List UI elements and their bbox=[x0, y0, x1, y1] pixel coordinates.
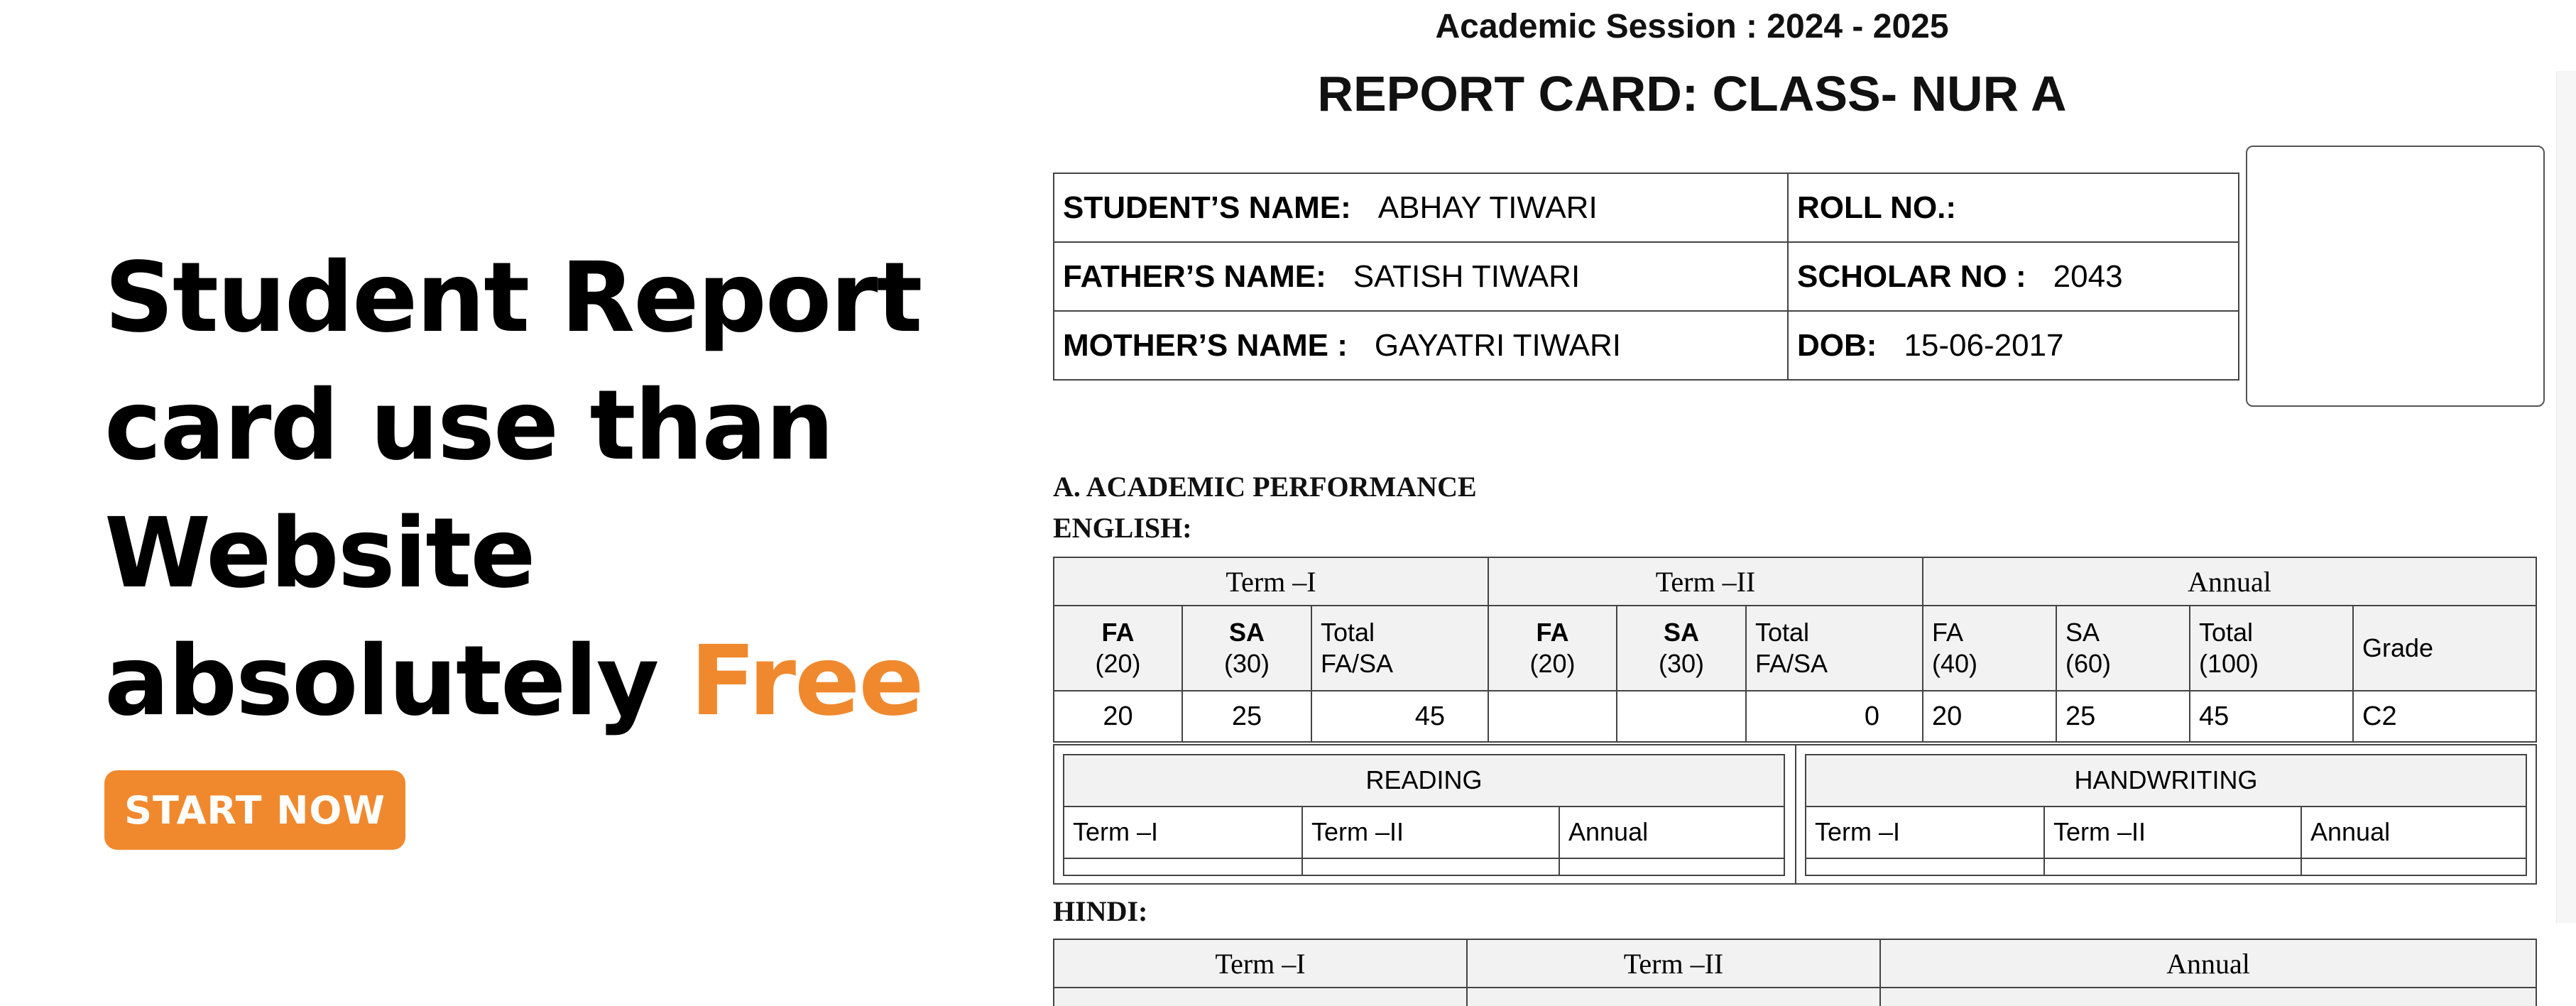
father-name-cell bbox=[1054, 242, 1788, 311]
table-row bbox=[1054, 606, 2536, 691]
table-row bbox=[1054, 311, 2239, 380]
mother-name-value: GAYATRI TIWARI bbox=[1374, 327, 1622, 363]
academic-session: Academic Session : 2024 - 2025 bbox=[1435, 8, 1949, 45]
hero-title-line: Website bbox=[104, 498, 535, 610]
section-academic-performance: A. ACADEMIC PERFORMANCE bbox=[1053, 471, 1477, 503]
roll-no-label: ROLL NO.: bbox=[1797, 190, 1957, 225]
sa30-header: SA (30) bbox=[1182, 606, 1311, 691]
term2-fa-value bbox=[1488, 691, 1617, 742]
total100-header: Total (100) bbox=[2190, 606, 2353, 691]
term1-header: Term –I bbox=[1054, 939, 1467, 988]
student-photo-box bbox=[2246, 146, 2545, 407]
handwriting-annual: Annual bbox=[2301, 807, 2526, 858]
term2-total-value: 0 bbox=[1746, 691, 1923, 742]
annual-header: Annual bbox=[1880, 939, 2536, 988]
scholar-no-value: 2043 bbox=[2053, 258, 2123, 294]
column-divider bbox=[1795, 745, 1796, 883]
english-marks-table bbox=[1053, 557, 2537, 743]
start-now-button[interactable]: START NOW bbox=[104, 770, 405, 850]
reading-handwriting-block bbox=[1053, 744, 2537, 885]
report-card-title: REPORT CARD: CLASS- NUR A bbox=[1317, 66, 2067, 121]
father-name-label: FATHER’S NAME: bbox=[1063, 258, 1326, 294]
hero-title bbox=[104, 234, 992, 745]
student-info-table bbox=[1053, 173, 2239, 381]
term1-total-value: 45 bbox=[1311, 691, 1488, 742]
annual-fa-value: 20 bbox=[1923, 691, 2056, 742]
dob-cell bbox=[1788, 311, 2239, 380]
term1-fa-value: 20 bbox=[1054, 691, 1182, 742]
annual-sa-value: 25 bbox=[2056, 691, 2190, 742]
mother-name-label: MOTHER’S NAME : bbox=[1063, 327, 1348, 363]
term1-header: Term –I bbox=[1054, 557, 1488, 606]
term1-sa-value: 25 bbox=[1182, 691, 1311, 742]
table-row bbox=[1054, 557, 2536, 606]
term2-sa-value bbox=[1617, 691, 1746, 742]
handwriting-term2: Term –II bbox=[2044, 807, 2301, 858]
fa20-header: FA (20) bbox=[1054, 606, 1182, 691]
reading-annual: Annual bbox=[1559, 807, 1784, 858]
student-name-cell bbox=[1054, 173, 1788, 242]
table-row bbox=[1054, 988, 2536, 1006]
reading-term2: Term –II bbox=[1302, 807, 1559, 858]
table-row bbox=[1806, 755, 2526, 807]
hero-title-accent: Free bbox=[689, 625, 923, 738]
reading-term1: Term –I bbox=[1064, 807, 1302, 858]
mother-name-cell bbox=[1054, 311, 1788, 380]
total-fa-sa-header: Total FA/SA bbox=[1746, 606, 1923, 691]
hero-title-prefix: absolutely bbox=[104, 625, 690, 738]
table-row bbox=[1806, 858, 2526, 875]
hindi-heading: HINDI: bbox=[1053, 895, 1148, 927]
table-row bbox=[1064, 807, 1784, 858]
student-name-label: STUDENT’S NAME: bbox=[1063, 190, 1351, 225]
hero-title-line: card use than bbox=[104, 370, 833, 482]
hero-section bbox=[104, 234, 992, 745]
annual-header: Annual bbox=[1923, 557, 2536, 606]
reading-caption: READING bbox=[1064, 755, 1784, 807]
father-name-value: SATISH TIWARI bbox=[1353, 258, 1581, 294]
sa30-header: SA (30) bbox=[1617, 606, 1746, 691]
sa60-header: SA (60) bbox=[2056, 606, 2190, 691]
document-scroll-edge bbox=[2556, 71, 2576, 923]
table-row bbox=[1054, 691, 2536, 742]
reading-table bbox=[1063, 754, 1785, 876]
annual-total-value: 45 bbox=[2190, 691, 2353, 742]
handwriting-caption: HANDWRITING bbox=[1806, 755, 2526, 807]
english-heading: ENGLISH: bbox=[1053, 512, 1192, 544]
term2-header: Term –II bbox=[1488, 557, 1923, 606]
dob-value: 15-06-2017 bbox=[1904, 327, 2064, 363]
handwriting-term1: Term –I bbox=[1806, 807, 2044, 858]
fa40-header: FA (40) bbox=[1923, 606, 2056, 691]
table-row bbox=[1054, 939, 2536, 988]
grade-header: Grade bbox=[2353, 606, 2536, 691]
scholar-no-cell bbox=[1788, 242, 2239, 311]
table-row bbox=[1064, 755, 1784, 807]
table-row bbox=[1064, 858, 1784, 875]
hero-title-line bbox=[104, 618, 992, 745]
scholar-no-label: SCHOLAR NO : bbox=[1797, 258, 2026, 294]
roll-no-cell bbox=[1788, 173, 2239, 242]
dob-label: DOB: bbox=[1797, 327, 1877, 363]
total-fa-sa-header: Total FA/SA bbox=[1311, 606, 1488, 691]
hindi-marks-table bbox=[1053, 939, 2537, 1006]
student-name-value: ABHAY TIWARI bbox=[1377, 190, 1598, 225]
handwriting-table bbox=[1805, 754, 2527, 876]
hero-title-line: Student Report bbox=[104, 242, 922, 354]
table-row bbox=[1054, 242, 2239, 311]
table-row bbox=[1054, 173, 2239, 242]
table-row bbox=[1806, 807, 2526, 858]
term2-header: Term –II bbox=[1467, 939, 1880, 988]
annual-grade-value: C2 bbox=[2353, 691, 2536, 742]
fa20-header: FA (20) bbox=[1488, 606, 1617, 691]
